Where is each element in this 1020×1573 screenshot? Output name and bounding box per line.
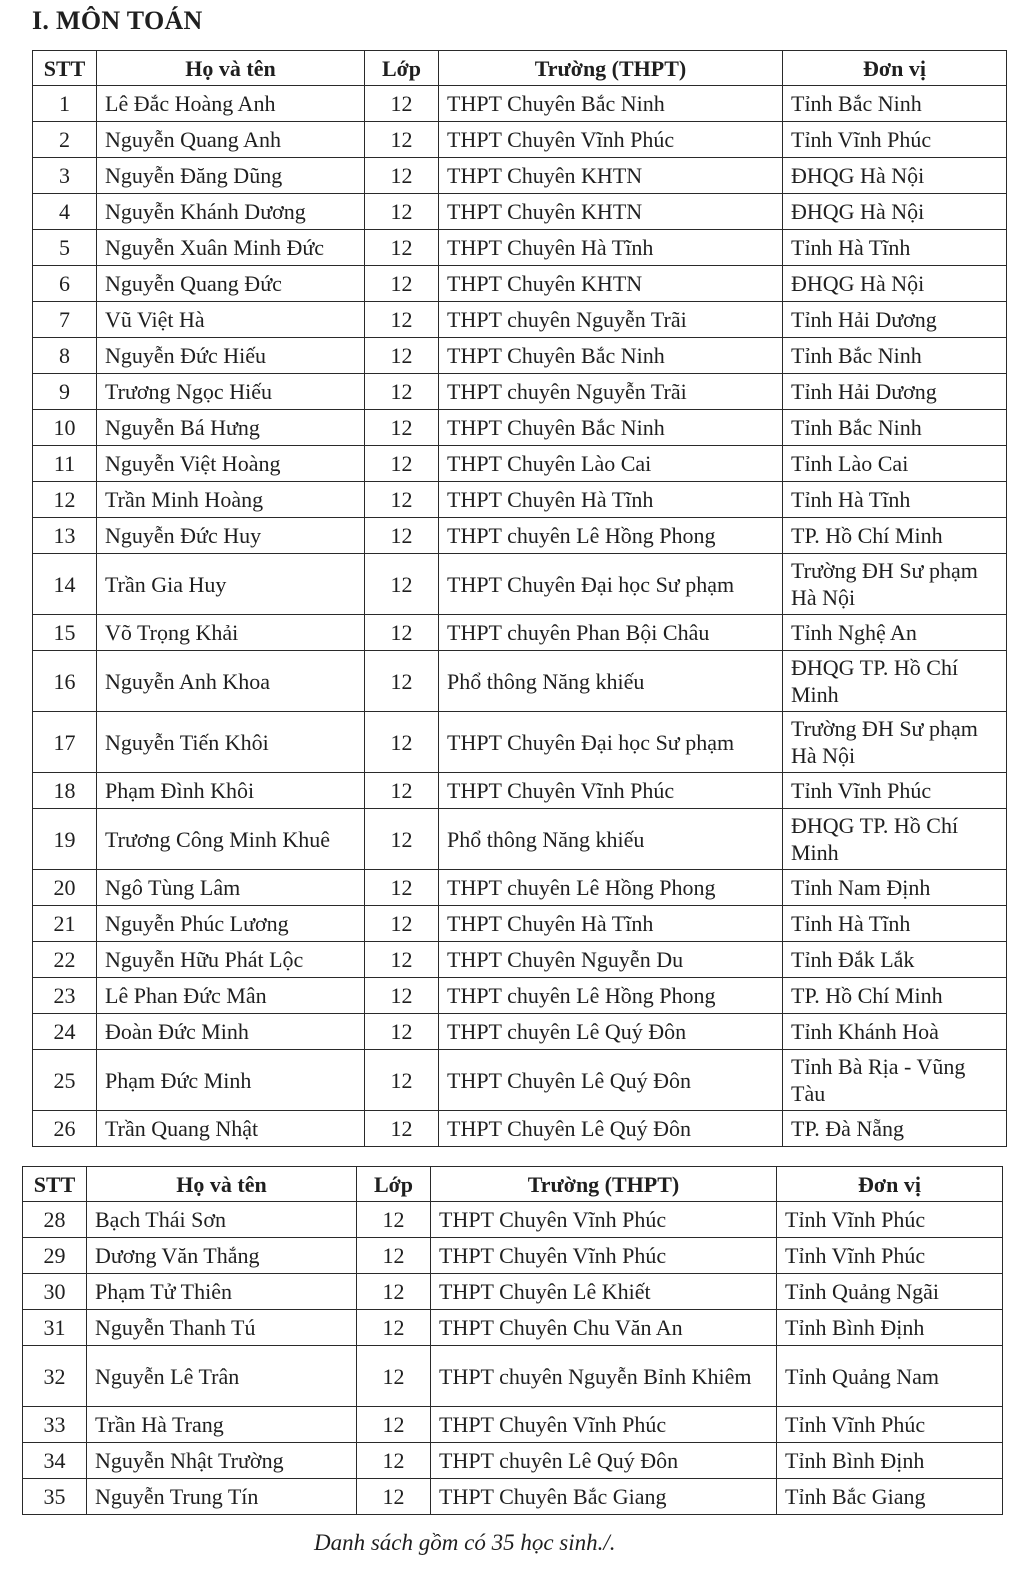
cell-school: THPT Chuyên Bắc Giang [431,1479,777,1515]
cell-unit: Tỉnh Bắc Ninh [783,410,1007,446]
table-row [33,446,1007,482]
cell-name: Nguyễn Đăng Dũng [97,158,365,194]
cell-name: Phạm Đình Khôi [97,773,365,809]
cell-unit: Tỉnh Nam Định [783,870,1007,906]
cell-stt: 33 [23,1407,87,1443]
cell-stt: 11 [33,446,97,482]
cell-name: Nguyễn Quang Anh [97,122,365,158]
cell-unit: ĐHQG TP. Hồ Chí Minh [783,651,1007,712]
cell-school: THPT chuyên Lê Hồng Phong [439,518,783,554]
cell-unit: Tỉnh Vĩnh Phúc [777,1202,1003,1238]
cell-unit: ĐHQG TP. Hồ Chí Minh [783,809,1007,870]
cell-unit: Tỉnh Hải Dương [783,302,1007,338]
cell-stt: 24 [33,1014,97,1050]
cell-stt: 7 [33,302,97,338]
cell-grade: 12 [365,978,439,1014]
cell-name: Lê Phan Đức Mân [97,978,365,1014]
cell-grade: 12 [357,1202,431,1238]
cell-grade: 12 [365,906,439,942]
cell-stt: 16 [33,651,97,712]
cell-school: THPT chuyên Lê Hồng Phong [439,978,783,1014]
cell-grade: 12 [357,1238,431,1274]
cell-name: Trần Quang Nhật [97,1111,365,1147]
cell-grade: 12 [357,1346,431,1407]
cell-unit: Tỉnh Bắc Giang [777,1479,1003,1515]
cell-name: Nguyễn Thanh Tú [87,1310,357,1346]
header-school: Trường (THPT) [431,1167,777,1202]
cell-stt: 28 [23,1202,87,1238]
header-unit: Đơn vị [777,1167,1003,1202]
cell-grade: 12 [365,518,439,554]
cell-unit: Tỉnh Bắc Ninh [783,86,1007,122]
table-row [33,194,1007,230]
cell-grade: 12 [357,1443,431,1479]
cell-school: THPT Chuyên Đại học Sư phạm [439,712,783,773]
cell-school: THPT Chuyên Vĩnh Phúc [439,773,783,809]
table-row [33,870,1007,906]
table-row [33,518,1007,554]
cell-name: Dương Văn Thắng [87,1238,357,1274]
cell-name: Trần Minh Hoàng [97,482,365,518]
cell-school: THPT chuyên Lê Quý Đôn [431,1443,777,1479]
cell-stt: 13 [33,518,97,554]
cell-name: Vũ Việt Hà [97,302,365,338]
cell-unit: Trường ĐH Sư phạm Hà Nội [783,712,1007,773]
table-row [33,122,1007,158]
table-row [23,1443,1003,1479]
cell-school: THPT Chuyên Hà Tĩnh [439,906,783,942]
cell-unit: TP. Hồ Chí Minh [783,518,1007,554]
cell-grade: 12 [365,1050,439,1111]
cell-stt: 32 [23,1346,87,1407]
cell-unit: Tỉnh Bình Định [777,1443,1003,1479]
cell-grade: 12 [365,86,439,122]
header-stt: STT [33,51,97,86]
cell-grade: 12 [365,1111,439,1147]
cell-school: THPT Chuyên Vĩnh Phúc [439,122,783,158]
cell-grade: 12 [365,712,439,773]
cell-unit: Tỉnh Nghệ An [783,615,1007,651]
cell-grade: 12 [365,374,439,410]
cell-name: Nguyễn Hữu Phát Lộc [97,942,365,978]
cell-name: Nguyễn Quang Đức [97,266,365,302]
cell-grade: 12 [365,615,439,651]
cell-name: Nguyễn Nhật Trường [87,1443,357,1479]
table-row [33,374,1007,410]
cell-unit: Tỉnh Hà Tĩnh [783,482,1007,518]
cell-school: THPT Chuyên Hà Tĩnh [439,230,783,266]
page-break [0,1155,1020,1166]
cell-grade: 12 [357,1274,431,1310]
cell-school: THPT Chuyên Vĩnh Phúc [431,1407,777,1443]
cell-unit: TP. Đà Nẵng [783,1111,1007,1147]
cell-unit: Tỉnh Vĩnh Phúc [783,122,1007,158]
cell-name: Trần Hà Trang [87,1407,357,1443]
table-row [23,1274,1003,1310]
cell-school: THPT Chuyên Lê Khiết [431,1274,777,1310]
cell-unit: ĐHQG Hà Nội [783,158,1007,194]
cell-school: THPT chuyên Phan Bội Châu [439,615,783,651]
cell-stt: 18 [33,773,97,809]
list-footer-note: Danh sách gồm có 35 học sinh./. [314,1530,616,1555]
cell-stt: 30 [23,1274,87,1310]
cell-name: Nguyễn Trung Tín [87,1479,357,1515]
table-body-1 [33,86,1007,1147]
cell-unit: Tỉnh Vĩnh Phúc [783,773,1007,809]
cell-unit: Trường ĐH Sư phạm Hà Nội [783,554,1007,615]
cell-unit: Tỉnh Bắc Ninh [783,338,1007,374]
cell-grade: 12 [365,194,439,230]
cell-unit: ĐHQG Hà Nội [783,194,1007,230]
table-row [33,86,1007,122]
table-row [23,1346,1003,1407]
cell-unit: Tỉnh Hà Tĩnh [783,230,1007,266]
table-row [33,773,1007,809]
cell-school: THPT chuyên Nguyễn Trãi [439,302,783,338]
table-row [23,1238,1003,1274]
cell-name: Nguyễn Khánh Dương [97,194,365,230]
cell-name: Trương Công Minh Khuê [97,809,365,870]
cell-name: Phạm Đức Minh [97,1050,365,1111]
cell-grade: 12 [365,1014,439,1050]
table-row [33,942,1007,978]
cell-name: Nguyễn Việt Hoàng [97,446,365,482]
cell-name: Đoàn Đức Minh [97,1014,365,1050]
cell-stt: 14 [33,554,97,615]
header-name: Họ và tên [97,51,365,86]
cell-name: Nguyễn Tiến Khôi [97,712,365,773]
cell-stt: 17 [33,712,97,773]
table-row [33,554,1007,615]
table-row [33,906,1007,942]
cell-school: THPT Chuyên Hà Tĩnh [439,482,783,518]
cell-school: THPT chuyên Nguyễn Bỉnh Khiêm [431,1346,777,1407]
cell-stt: 5 [33,230,97,266]
cell-unit: Tỉnh Vĩnh Phúc [777,1407,1003,1443]
cell-name: Trương Ngọc Hiếu [97,374,365,410]
cell-school: THPT Chuyên Vĩnh Phúc [431,1202,777,1238]
cell-unit: Tỉnh Quảng Nam [777,1346,1003,1407]
table-row [23,1310,1003,1346]
cell-stt: 21 [33,906,97,942]
cell-school: THPT Chuyên KHTN [439,194,783,230]
cell-stt: 6 [33,266,97,302]
cell-unit: ĐHQG Hà Nội [783,266,1007,302]
students-table-part-1 [32,50,1007,1147]
cell-school: THPT Chuyên Lê Quý Đôn [439,1050,783,1111]
header-name: Họ và tên [87,1167,357,1202]
cell-school: THPT Chuyên Bắc Ninh [439,338,783,374]
cell-unit: Tỉnh Bà Rịa - Vũng Tàu [783,1050,1007,1111]
cell-stt: 23 [33,978,97,1014]
cell-unit: Tỉnh Hà Tĩnh [783,906,1007,942]
cell-stt: 12 [33,482,97,518]
cell-stt: 34 [23,1443,87,1479]
cell-grade: 12 [365,651,439,712]
header-grade: Lớp [357,1167,431,1202]
cell-stt: 31 [23,1310,87,1346]
cell-stt: 26 [33,1111,97,1147]
cell-unit: Tỉnh Bình Định [777,1310,1003,1346]
cell-stt: 2 [33,122,97,158]
cell-name: Ngô Tùng Lâm [97,870,365,906]
table-header-row [33,51,1007,86]
cell-stt: 10 [33,410,97,446]
cell-grade: 12 [365,942,439,978]
students-table-part-2 [22,1166,1003,1515]
cell-school: THPT chuyên Lê Hồng Phong [439,870,783,906]
table-row [33,266,1007,302]
cell-name: Trần Gia Huy [97,554,365,615]
table-header-row [23,1167,1003,1202]
cell-grade: 12 [357,1479,431,1515]
table-row [23,1479,1003,1515]
cell-stt: 22 [33,942,97,978]
table-row [33,978,1007,1014]
cell-grade: 12 [357,1310,431,1346]
cell-unit: Tỉnh Hải Dương [783,374,1007,410]
cell-name: Lê Đắc Hoàng Anh [97,86,365,122]
table-row [33,809,1007,870]
cell-stt: 35 [23,1479,87,1515]
table-row [33,1014,1007,1050]
table-row [33,158,1007,194]
cell-grade: 12 [365,410,439,446]
header-school: Trường (THPT) [439,51,783,86]
table-row [33,1050,1007,1111]
cell-grade: 12 [357,1407,431,1443]
cell-unit: TP. Hồ Chí Minh [783,978,1007,1014]
cell-unit: Tỉnh Vĩnh Phúc [777,1238,1003,1274]
cell-unit: Tỉnh Quảng Ngãi [777,1274,1003,1310]
table-row [33,338,1007,374]
cell-grade: 12 [365,773,439,809]
cell-stt: 29 [23,1238,87,1274]
header-unit: Đơn vị [783,51,1007,86]
cell-school: THPT Chuyên Nguyễn Du [439,942,783,978]
cell-stt: 20 [33,870,97,906]
table-row [33,302,1007,338]
table-body-2 [23,1202,1003,1515]
cell-stt: 15 [33,615,97,651]
cell-stt: 3 [33,158,97,194]
cell-grade: 12 [365,446,439,482]
cell-unit: Tỉnh Lào Cai [783,446,1007,482]
cell-name: Nguyễn Đức Huy [97,518,365,554]
cell-unit: Tỉnh Khánh Hoà [783,1014,1007,1050]
cell-name: Võ Trọng Khải [97,615,365,651]
cell-name: Nguyễn Xuân Minh Đức [97,230,365,266]
cell-school: THPT chuyên Nguyễn Trãi [439,374,783,410]
cell-grade: 12 [365,122,439,158]
cell-grade: 12 [365,266,439,302]
cell-grade: 12 [365,302,439,338]
cell-school: THPT Chuyên KHTN [439,158,783,194]
table-row [33,615,1007,651]
table-row [33,482,1007,518]
cell-school: THPT Chuyên Bắc Ninh [439,86,783,122]
cell-grade: 12 [365,158,439,194]
cell-name: Nguyễn Anh Khoa [97,651,365,712]
cell-stt: 25 [33,1050,97,1111]
cell-name: Phạm Tử Thiên [87,1274,357,1310]
cell-name: Nguyễn Lê Trân [87,1346,357,1407]
cell-grade: 12 [365,482,439,518]
cell-school: THPT Chuyên Bắc Ninh [439,410,783,446]
table-row [33,410,1007,446]
header-grade: Lớp [365,51,439,86]
cell-school: THPT Chuyên Đại học Sư phạm [439,554,783,615]
table-row [33,712,1007,773]
cell-school: THPT Chuyên Chu Văn An [431,1310,777,1346]
cell-school: Phổ thông Năng khiếu [439,809,783,870]
cell-name: Nguyễn Đức Hiếu [97,338,365,374]
cell-unit: Tỉnh Đắk Lắk [783,942,1007,978]
cell-grade: 12 [365,338,439,374]
table-row [33,230,1007,266]
cell-grade: 12 [365,870,439,906]
table-row [33,651,1007,712]
cell-school: THPT Chuyên Vĩnh Phúc [431,1238,777,1274]
header-stt: STT [23,1167,87,1202]
cell-school: THPT chuyên Lê Quý Đôn [439,1014,783,1050]
cell-school: THPT Chuyên Lào Cai [439,446,783,482]
cell-grade: 12 [365,230,439,266]
table-row [33,1111,1007,1147]
section-heading: I. MÔN TOÁN [32,6,203,35]
cell-grade: 12 [365,554,439,615]
cell-name: Bạch Thái Sơn [87,1202,357,1238]
cell-stt: 19 [33,809,97,870]
cell-stt: 4 [33,194,97,230]
cell-grade: 12 [365,809,439,870]
table-row [23,1407,1003,1443]
cell-stt: 9 [33,374,97,410]
cell-stt: 8 [33,338,97,374]
cell-school: THPT Chuyên Lê Quý Đôn [439,1111,783,1147]
cell-name: Nguyễn Bá Hưng [97,410,365,446]
table-row [23,1202,1003,1238]
cell-school: THPT Chuyên KHTN [439,266,783,302]
cell-stt: 1 [33,86,97,122]
cell-name: Nguyễn Phúc Lương [97,906,365,942]
cell-school: Phổ thông Năng khiếu [439,651,783,712]
